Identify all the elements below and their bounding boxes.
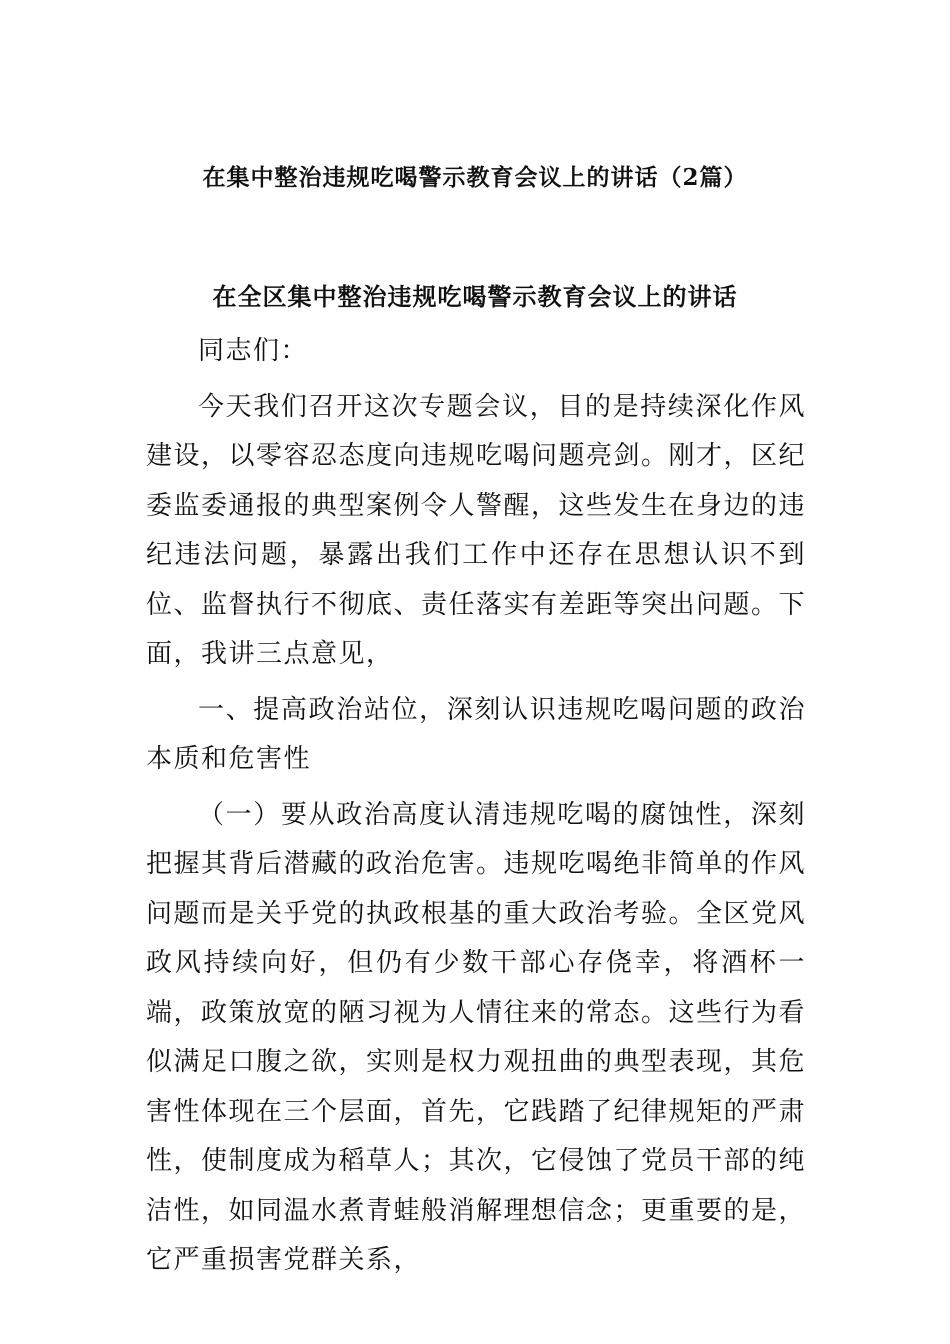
section-heading-1: 一、提高政治站位，深刻认识违规吃喝问题的政治本质和危害性	[146, 694, 806, 774]
paragraph-section-1-1: （一）要从政治高度认清违规吃喝的腐蚀性，深刻把握其背后潜藏的政治危害。违规吃喝绝非简单的作风问题而是关乎党的执政根基的重大政治考验。全区党风政风持续向好，但仍有少数干部心存侥幸，将酒杯一端，政策放宽的陋习视为人情往来的常态。这些行为看似满足口腹之欲，实则是权力观扭曲的典型表现，其危害性体现在三个层面，首先，它践踏了纪律规矩的严肃性，使制度成为稻草人；其次，它侵蚀了党员干部的纯洁性，如同温水煮青蛙般消解理想信念；更重要的是，它严重损害党群关系，	[146, 799, 807, 1275]
speech-title: 在全区集中整治违规吃喝警示教育会议上的讲话	[212, 282, 738, 311]
salutation: 同志们：	[198, 336, 309, 366]
document-title: 在集中整治违规吃喝警示教育会议上的讲话（2篇）	[202, 164, 748, 191]
document-body	[146, 327, 806, 1286]
paragraph-intro: 今天我们召开这次专题会议，目的是持续深化作风建设，以零容忍态度向违规吃喝问题亮剑。刚才，区纪委监委通报的典型案例令人警醒，这些发生在身边的违纪违法问题，暴露出我们工作中还存在思想认识不到位、监督执行不彻底、责任落实有差距等突出问题。下面，我讲三点意见，	[146, 391, 807, 669]
